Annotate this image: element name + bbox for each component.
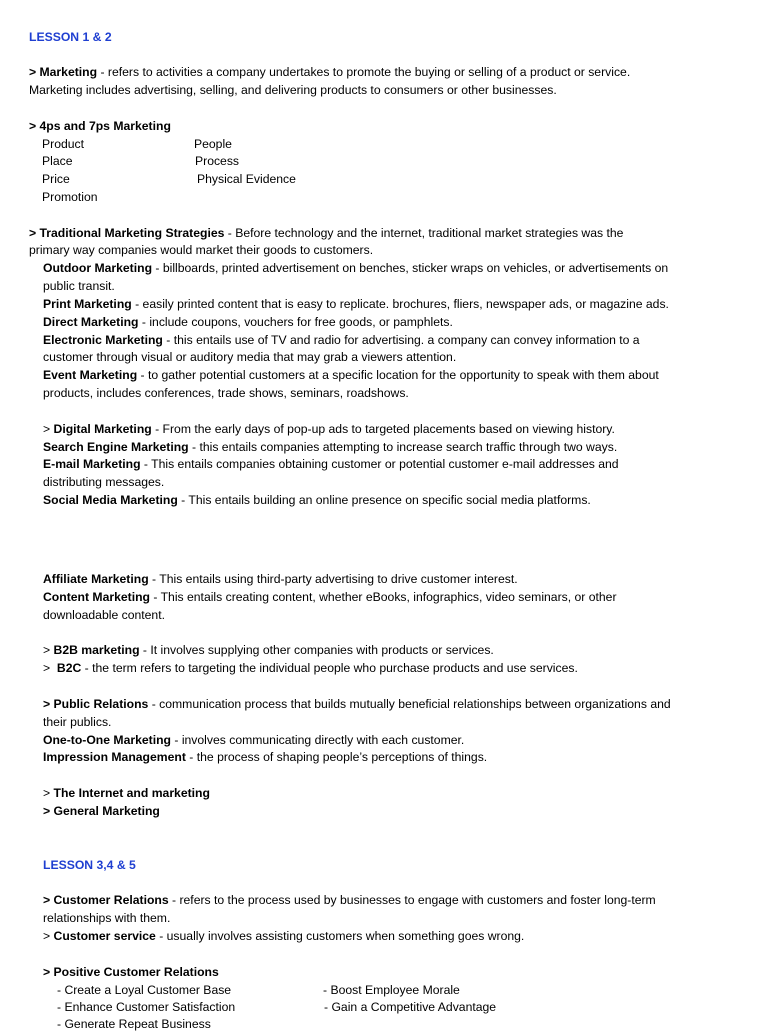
b2c-definition: - the term refers to targeting the individual people who purchase products and use services. [81, 661, 578, 675]
cs-prefix: > [43, 929, 54, 943]
b2c-prefix: > [43, 661, 57, 675]
lesson-3-4-5-heading: LESSON 3,4 & 5 [43, 858, 136, 872]
content-term: Content Marketing [43, 590, 150, 604]
event-line-2: products, includes conferences, trade shows, seminars, roadshows. [43, 386, 409, 400]
b2c-line [43, 660, 578, 677]
impression-term: Impression Management [43, 750, 186, 764]
ps-left-item: Product [42, 137, 85, 151]
internet-line [43, 785, 210, 802]
direct-definition: - include coupons, vouchers for free goods, or pamphlets. [138, 315, 453, 329]
pcr-left-item: - Generate Repeat Business [57, 1017, 211, 1031]
b2b-line [43, 642, 494, 659]
ps-right-item: Process [195, 154, 240, 168]
ps-left-item: Price [42, 172, 70, 186]
traditional-line-2: primary way companies would market their goods to customers. [29, 243, 374, 257]
seo-term: Search Engine Marketing [43, 440, 189, 454]
outdoor-line-1 [43, 260, 668, 277]
one-to-one-term: One-to-One Marketing [43, 733, 171, 747]
digital-prefix: > [43, 422, 54, 436]
impression-definition: - the process of shaping people’s perceptions of things. [185, 750, 488, 764]
email-line-1 [43, 456, 619, 473]
social-definition: - This entails building an online presence on specific social media platforms. [177, 493, 591, 507]
pcr-right-item: - Gain a Competitive Advantage [324, 1000, 497, 1014]
electronic-term: Electronic Marketing [43, 333, 163, 347]
traditional-definition: - Before technology and the internet, traditional market strategies was the [224, 226, 624, 240]
pr-term: > Public Relations [43, 697, 149, 711]
one-to-one-definition: - involves communicating directly with each customer. [170, 733, 465, 747]
marketing-term: > Marketing [29, 65, 98, 79]
affiliate-definition: - This entails using third-party advertising to drive customer interest. [148, 572, 518, 586]
email-definition: - This entails companies obtaining customer or potential customer e-mail addresses and [140, 457, 619, 471]
b2b-term: B2B marketing [53, 643, 140, 657]
outdoor-line-2: public transit. [43, 279, 115, 293]
outdoor-term: Outdoor Marketing [43, 261, 153, 275]
electronic-line-1 [43, 332, 640, 349]
pr-line-2: their publics. [43, 715, 112, 729]
marketing-definition: - refers to activities a company undertakes to promote the buying or selling of a product or service. [97, 65, 631, 79]
seo-line [43, 439, 617, 456]
email-line-2: distributing messages. [43, 475, 165, 489]
content-line-2: downloadable content. [43, 608, 165, 622]
affiliate-line [43, 571, 518, 588]
pcr-right-item: - Boost Employee Morale [323, 983, 460, 997]
pr-definition: - communication process that builds mutually beneficial relationships between organizations and [148, 697, 671, 711]
cs-definition: - usually involves assisting customers when something goes wrong. [155, 929, 525, 943]
internet-term: The Internet and marketing [53, 786, 210, 800]
pcr-title: > Positive Customer Relations [43, 965, 219, 979]
b2b-definition: - It involves supplying other companies with products or services. [139, 643, 494, 657]
electronic-line-2: customer through visual or auditory media that may grab a viewers attention. [43, 350, 457, 364]
ps-right-item: Physical Evidence [197, 172, 296, 186]
one-to-one-line [43, 732, 464, 749]
general-marketing-line: > General Marketing [43, 804, 160, 818]
b2c-term: B2C [56, 661, 82, 675]
content-definition: - This entails creating content, whether eBooks, infographics, video seminars, or other [149, 590, 617, 604]
b2b-prefix: > [43, 643, 54, 657]
event-term: Event Marketing [43, 368, 138, 382]
social-term: Social Media Marketing [43, 493, 178, 507]
cr-line-1 [43, 892, 656, 909]
direct-term: Direct Marketing [43, 315, 139, 329]
traditional-term: > Traditional Marketing Strategies [29, 226, 225, 240]
internet-prefix: > [43, 786, 54, 800]
print-definition: - easily printed content that is easy to replicate. brochures, fliers, newspaper ads, or magazine ads. [131, 297, 669, 311]
lesson-1-2-heading: LESSON 1 & 2 [29, 30, 112, 44]
ps-title: > 4ps and 7ps Marketing [29, 119, 171, 133]
digital-line [43, 421, 615, 438]
cs-term: Customer service [53, 929, 156, 943]
electronic-definition: - this entails use of TV and radio for advertising. a company can convey information to a [162, 333, 640, 347]
marketing-definition-line-2: Marketing includes advertising, selling, and delivering products to consumers or other businesses. [29, 83, 557, 97]
content-line-1 [43, 589, 617, 606]
affiliate-term: Affiliate Marketing [43, 572, 149, 586]
digital-definition: - From the early days of pop-up ads to targeted placements based on viewing history. [151, 422, 615, 436]
pcr-left-item: - Create a Loyal Customer Base [57, 983, 232, 997]
ps-right-item: People [194, 137, 232, 151]
pcr-left-item: - Enhance Customer Satisfaction [57, 1000, 236, 1014]
ps-left-item: Place [42, 154, 73, 168]
direct-line [43, 314, 453, 331]
cs-line [43, 928, 524, 945]
cr-line-2: relationships with them. [43, 911, 171, 925]
social-line [43, 492, 591, 509]
pr-line-1 [43, 696, 671, 713]
marketing-definition-line-1 [29, 64, 630, 81]
event-line-1 [43, 367, 659, 384]
print-line [43, 296, 669, 313]
print-term: Print Marketing [43, 297, 132, 311]
event-definition: - to gather potential customers at a specific location for the opportunity to speak with them about [137, 368, 659, 382]
email-term: E-mail Marketing [43, 457, 141, 471]
digital-term: Digital Marketing [53, 422, 152, 436]
impression-line [43, 749, 487, 766]
outdoor-definition: - billboards, printed advertisement on benches, sticker wraps on vehicles, or advertisements on [152, 261, 669, 275]
ps-left-item: Promotion [42, 190, 98, 204]
seo-definition: - this entails companies attempting to increase search traffic through two ways. [188, 440, 618, 454]
cr-term: > Customer Relations [43, 893, 169, 907]
traditional-line-1 [29, 225, 623, 242]
cr-definition: - refers to the process used by businesses to engage with customers and foster long-term [168, 893, 656, 907]
